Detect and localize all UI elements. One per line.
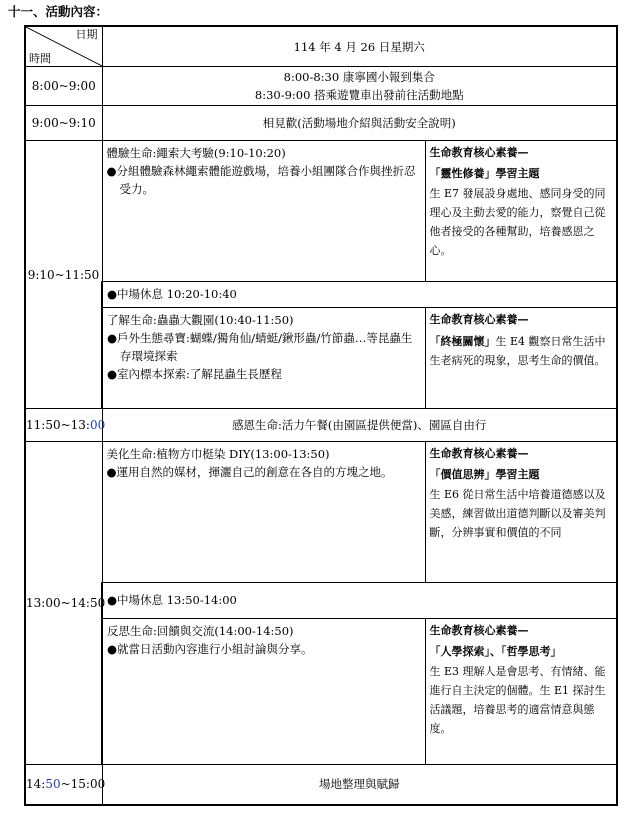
activity-bullet: ●運用自然的媒材，揮灑自己的創意在各自的方塊之地。 <box>106 464 393 479</box>
break-cell: ●中場休息 10:20-10:40 <box>102 281 617 307</box>
core-literacy-cell <box>425 308 617 409</box>
activity-bullet: ●戶外生態尋寶:蝴蝶/獨角仙/蜻蜓/鍬形蟲/竹節蟲…等昆蟲生存環境探索 <box>107 331 413 364</box>
activity-cell <box>102 619 425 765</box>
time-cell: 8:00~9:00 <box>25 67 102 105</box>
schedule-cell <box>102 67 617 105</box>
time-mid: 50 <box>45 777 61 792</box>
core-literacy-desc: 生 E3 理解人是會思考、有情緒、能進行自主決定的個體。生 E1 探討生活議題，培養思考的適當情意與態度。 <box>429 665 606 736</box>
activity-bullet: ●分組體驗森林繩索體能遊戲場，培養小組團隊合作與挫折忍受力。 <box>106 163 416 196</box>
schedule-table <box>24 25 618 806</box>
activity-cell <box>102 308 425 409</box>
table-row <box>25 281 617 307</box>
learning-theme: 「價值思辨」學習主題 <box>429 467 540 481</box>
schedule-cell: 場地整理與賦歸 <box>102 764 617 805</box>
activity-cell <box>102 140 425 281</box>
activity-bullet: ●室內標本探索:了解昆蟲生長歷程 <box>107 367 282 382</box>
schedule-line: 8:30-9:00 搭乘遊覽車出發前往活動地點 <box>254 87 464 102</box>
time-cell: 9:00~9:10 <box>25 105 102 140</box>
core-literacy-cell <box>425 619 617 765</box>
time-end: 00 <box>89 418 106 433</box>
core-literacy-desc <box>430 332 614 370</box>
time-start: 11:50~13: <box>26 418 90 433</box>
activity-title: 體驗生命:繩索大考驗(9:10-10:20) <box>106 145 286 160</box>
schedule-line: 8:00-8:30 康寧國小報到集合 <box>283 69 435 84</box>
learning-theme: 「靈性修養」學習主題 <box>429 166 540 180</box>
section-heading: 十一、活動內容： <box>8 4 109 19</box>
time-start: 14: <box>26 777 46 792</box>
activity-title: 美化生命:植物方巾梃染 DIY(13:00-13:50) <box>106 446 330 461</box>
diagonal-header-cell <box>25 26 102 67</box>
core-literacy-heading: 生命教育核心素養— <box>429 446 529 460</box>
time-cell <box>25 764 106 805</box>
core-literacy-heading: 生命教育核心素養— <box>429 313 529 327</box>
core-literacy-heading: 生命教育核心素養— <box>429 624 529 638</box>
core-literacy-desc: 生 E6 從日常生活中培養道德感以及美感，練習做出道德判斷以及審美判斷，分辨事實和價值的不同 <box>429 487 606 539</box>
learning-theme: 「人學探索」、「哲學思考」 <box>429 645 562 659</box>
activity-title: 反思生命:回饋與交流(14:00-14:50) <box>107 624 294 639</box>
time-cell: 13:00~14:50 <box>25 441 102 764</box>
activity-cell <box>102 441 425 582</box>
core-literacy-heading: 生命教育核心素養— <box>429 145 529 159</box>
core-literacy-cell <box>425 140 617 281</box>
schedule-cell: 感恩生命:活力午餐(由園區提供便當)、園區自由行 <box>102 409 617 441</box>
time-cell: 9:10~11:50 <box>25 140 102 408</box>
table-row <box>25 308 617 409</box>
table-row <box>25 140 617 281</box>
table-header-row <box>25 26 617 67</box>
activity-bullet: ●就當日活動內容進行小組討論與分享。 <box>107 642 313 657</box>
table-row <box>25 764 617 805</box>
break-cell: ●中場休息 13:50-14:00 <box>102 582 617 618</box>
core-literacy-cell <box>425 441 617 582</box>
core-literacy-desc: 生 E7 發展設身處地、感同身受的同理心及主動去愛的能力，察覺自己從他者接受的各種幫助，培養感恩之心。 <box>429 186 606 257</box>
event-date: 114 年 4 月 26 日星期六 <box>102 26 617 67</box>
corner-time-label: 時間 <box>29 52 51 66</box>
time-cell <box>25 409 106 441</box>
table-row <box>25 619 617 765</box>
table-row <box>25 441 617 582</box>
learning-theme: 「終極關懷」 <box>429 335 496 349</box>
table-row <box>25 582 617 618</box>
table-row <box>25 105 617 140</box>
time-end: ~15:00 <box>60 777 106 792</box>
activity-title: 了解生命:蟲蟲大觀園(10:40-11:50) <box>107 313 294 328</box>
table-row <box>25 409 617 441</box>
table-row <box>25 67 617 105</box>
core-literacy-desc-text: 生 E4 觀察日常生活中生老病死的現象，思考生命的價值。 <box>429 335 606 368</box>
schedule-cell: 相見歡(活動場地介紹與活動安全說明) <box>102 105 617 140</box>
corner-date-label: 日期 <box>75 28 98 41</box>
